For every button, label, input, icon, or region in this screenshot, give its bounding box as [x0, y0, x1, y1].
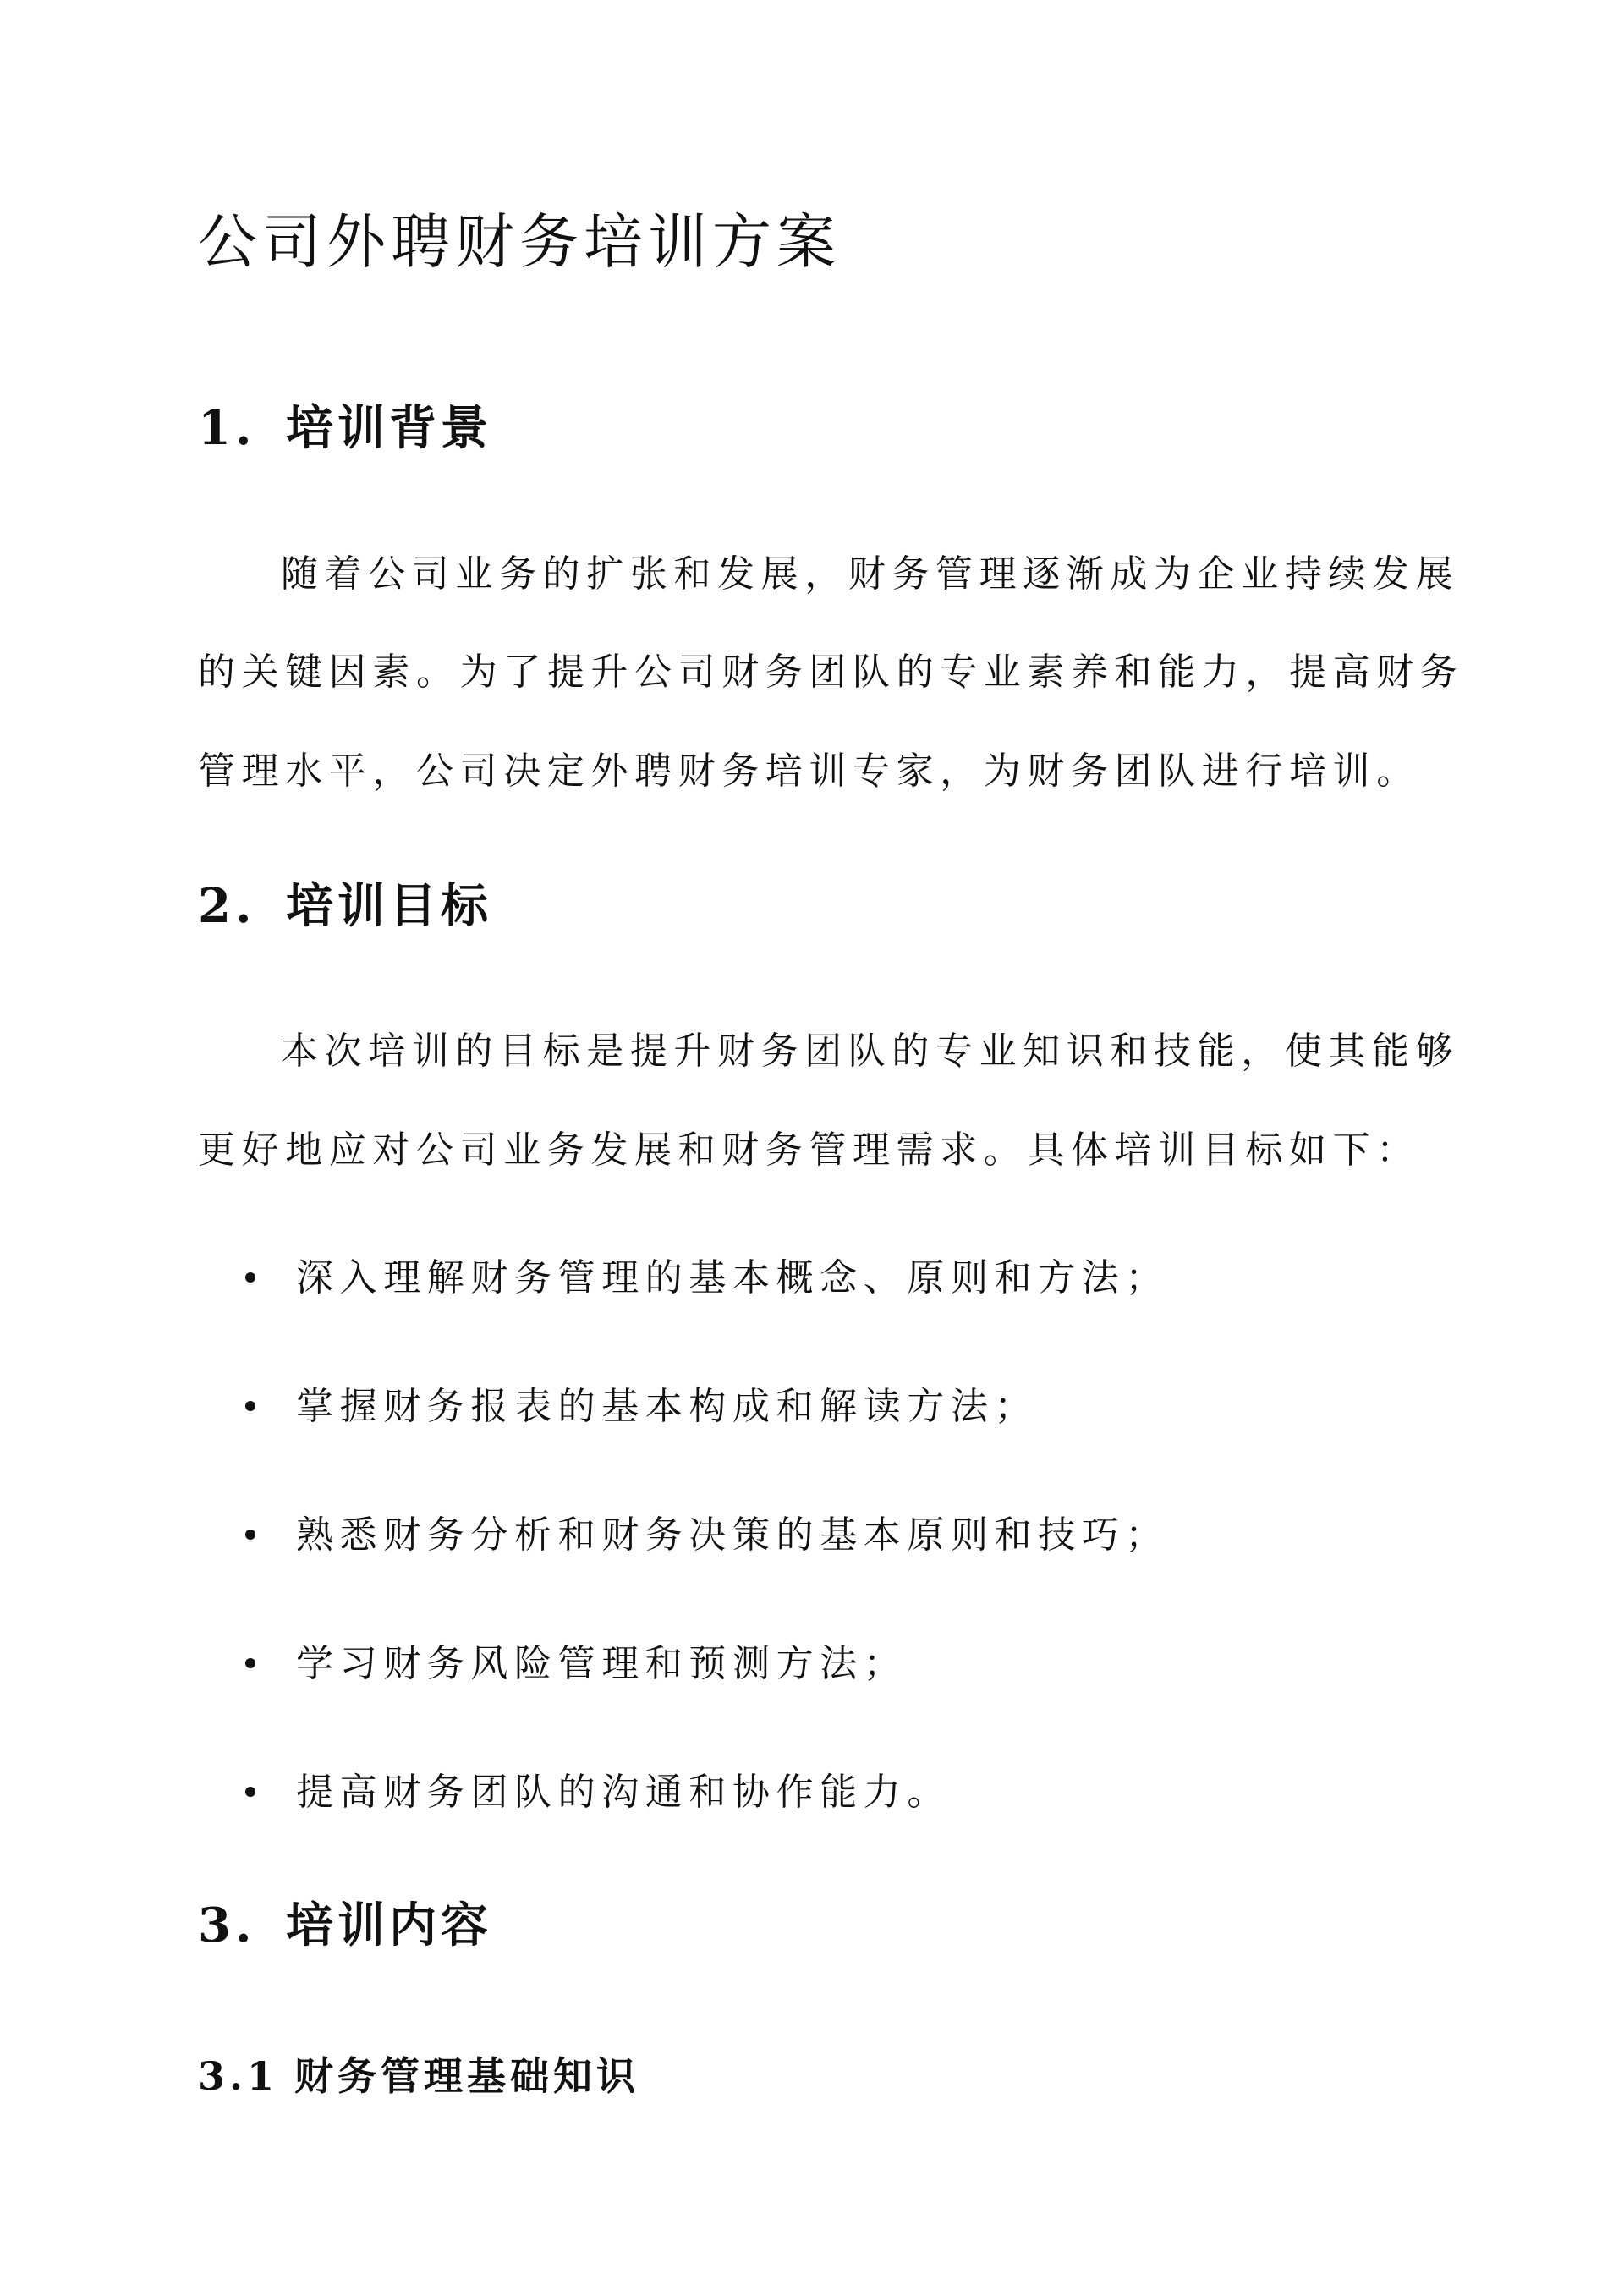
- list-item-text: 学习财务风险管理和预测方法；: [296, 1642, 908, 1685]
- paragraph-line: 的关键因素。为了提升公司财务团队的专业素养和能力，提高财务: [198, 651, 1464, 694]
- section-heading-3: [198, 1892, 492, 1959]
- subsection-number: 3.1: [198, 2053, 279, 2099]
- section-number: 1.: [198, 400, 256, 456]
- list-item: [245, 1377, 1038, 1436]
- section-title: 培训内容: [286, 1898, 492, 1953]
- subsection-title: 财务管理基础知识: [294, 2053, 639, 2099]
- list-item: [245, 1506, 1169, 1565]
- paragraph-line: 本次培训的目标是提升财务团队的专业知识和技能，使其能够: [281, 1030, 1460, 1073]
- list-item: [245, 1634, 907, 1694]
- bullet-icon: [245, 1530, 255, 1540]
- list-item-text: 熟悉财务分析和财务决策的基本原则和技巧；: [296, 1513, 1169, 1557]
- bullet-icon: [245, 1272, 255, 1283]
- paragraph-line: 管理水平，公司决定外聘财务培训专家，为财务团队进行培训。: [198, 750, 1420, 793]
- paragraph-line: 更好地应对公司业务发展和财务管理需求。具体培训目标如下：: [198, 1129, 1420, 1172]
- list-item: [245, 1249, 1169, 1308]
- paragraph-line: 随着公司业务的扩张和发展，财务管理逐渐成为企业持续发展: [281, 552, 1460, 596]
- section-title: 培训目标: [286, 878, 492, 934]
- list-item-text: 深入理解财务管理的基本概念、原则和方法；: [296, 1256, 1169, 1299]
- bullet-icon: [245, 1401, 255, 1411]
- section-number: 2.: [198, 878, 256, 934]
- list-item-text: 提高财务团队的沟通和协作能力。: [296, 1771, 951, 1814]
- bullet-icon: [245, 1787, 255, 1797]
- list-item-text: 掌握财务报表的基本构成和解读方法；: [296, 1385, 1039, 1428]
- subsection-heading-3-1: [198, 2046, 639, 2106]
- list-item: [245, 1763, 951, 1822]
- bullet-icon: [245, 1658, 255, 1668]
- section-number: 3.: [198, 1898, 256, 1953]
- document-title: 公司外聘财务培训方案: [198, 207, 841, 277]
- section-heading-1: [198, 394, 492, 462]
- section-title: 培训背景: [286, 400, 492, 456]
- section-heading-2: [198, 872, 492, 940]
